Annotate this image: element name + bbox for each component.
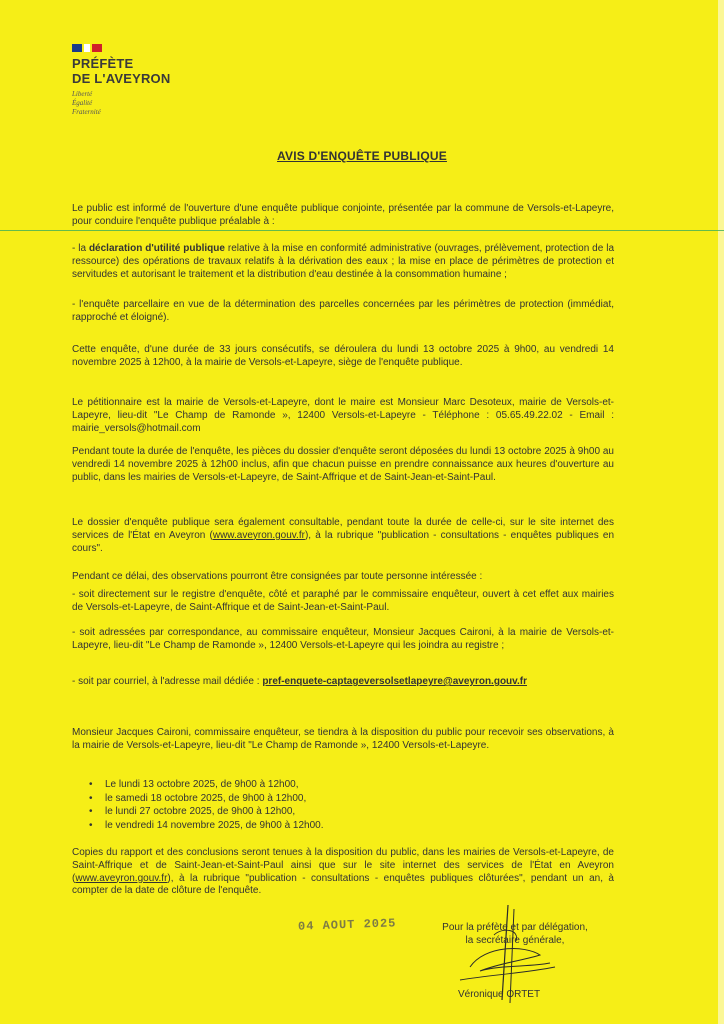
copies-paragraph: Copies du rapport et des conclusions seront tenues à la disposition du public, dans les mairies de Versols-et-Lapeyre, de Saint-Affrique et de Saint-Jean-et-Saint-Paul ainsi que sur le site internet des services de l'État en Aveyron (www.aveyron.gouv.fr), à la rubrique "publication - consultations - enquêtes publiques clôturées", pendant un an, à compter de la date de clôture de l'enquête. xyxy=(72,847,614,897)
parcellaire-paragraph: - l'enquête parcellaire en vue de la détermination des parcelles concernées par les périmètres de protection (immédiat, rapproché et éloigné). xyxy=(72,299,614,323)
list-item: • le lundi 27 octobre 2025, de 9h00 à 12h00, xyxy=(105,805,617,819)
motto-egalite: Égalité xyxy=(72,99,93,107)
dup-prefix: - la xyxy=(72,243,89,254)
marianne-flag-icon xyxy=(72,44,108,52)
aveyron-link[interactable]: www.aveyron.gouv.fr xyxy=(212,529,305,541)
aveyron-link-2[interactable]: www.aveyron.gouv.fr xyxy=(75,872,168,884)
list-item: • le samedi 18 octobre 2025, de 9h00 à 12h00, xyxy=(105,792,617,806)
duration-paragraph: Cette enquête, d'une durée de 33 jours consécutifs, se déroulera du lundi 13 octobre 2025 à 9h00, au vendredi 14 novembre 2025 à 12h00, à la mairie de Versols-et-Lapeyre, siège de l'enquête publique. xyxy=(72,344,614,368)
deposit-paragraph: Pendant toute la durée de l'enquête, les pièces du dossier d'enquête seront déposées du lundi 13 octobre 2025 à 9h00 au vendredi 14 novembre 2025 à 12h00 inclus, afin que chacun puisse en prendre connaissance aux heures d'ouverture au public, dans les mairies de Versols-et-Lapeyre, de Saint-Affrique et de Saint-Jean-et-Saint-Paul. xyxy=(72,446,614,483)
intro-paragraph: Le public est informé de l'ouverture d'une enquête publique conjointe, présentée par la commune de Versols-et-Lapeyre, pour conduire l'enquête publique préalable à : xyxy=(72,203,614,227)
motto-liberte: Liberté xyxy=(72,90,93,98)
logo-line-1: PRÉFÈTE xyxy=(72,56,134,71)
list-item: • le vendredi 14 novembre 2025, de 9h00 à 12h00. xyxy=(105,819,617,833)
dup-paragraph xyxy=(72,243,614,281)
signatory-name: Véronique ORTET xyxy=(458,989,541,1000)
list-item: • Le lundi 13 octobre 2025, de 9h00 à 12h00, xyxy=(105,778,617,792)
obs-register-paragraph: - soit directement sur le registre d'enquête, côté et paraphé par le commissaire enquêteur, ouvert à cet effet aux mairies de Versols-et-Lapeyre, de Saint-Affrique et de Saint-Jean-et-Saint-Paul. xyxy=(72,589,614,613)
logo-line-2: DE L'AVEYRON xyxy=(72,71,171,86)
signature-block xyxy=(420,921,610,947)
motto-fraternite: Fraternité xyxy=(72,108,101,116)
date-stamp: 04 AOUT 2025 xyxy=(297,916,397,934)
page-title: AVIS D'ENQUÊTE PUBLIQUE xyxy=(277,149,447,163)
petitioner-paragraph: Le pétitionnaire est la mairie de Versols-et-Lapeyre, dont le maire est Monsieur Marc Desoteux, mairie de Versols-et-Lapeyre, lieu-dit "Le Champ de Ramonde », 12400 Versols-et-Lapeyre - Téléphone : 05.65.49.22.02 - Email : mairie_versols@hotmail.com xyxy=(72,397,614,434)
permanence-dates xyxy=(75,778,617,832)
commissioner-paragraph: Monsieur Jacques Caironi, commissaire enquêteur, se tiendra à la disposition du public pour recevoir ses observations, à la mairie de Versols-et-Lapeyre, lieu-dit "Le Champ de Ramonde », 12400 Versols-et-Lapeyre. xyxy=(72,727,614,751)
enquete-email-link[interactable]: pref-enquete-captageversolsetlapeyre@aveyron.gouv.fr xyxy=(262,676,527,687)
obs-email-paragraph: - soit par courriel, à l'adresse mail dédiée : pref-enquete-captageversolsetlapeyre@aveyron.gouv.fr xyxy=(72,676,527,687)
republic-motto xyxy=(72,90,170,117)
prefecture-logo xyxy=(72,44,170,117)
scan-line xyxy=(0,230,724,231)
online-paragraph: Le dossier d'enquête publique sera également consultable, pendant toute la durée de celle-ci, sur le site internet des services de l'État en Aveyron (www.aveyron.gouv.fr), à la rubrique "publication - consultations - enquêtes publiques en cours". xyxy=(72,517,615,554)
dup-bold: déclaration d'utilité publique xyxy=(88,243,225,254)
dup-text: relative à la mise en conformité administrative (ouvrages, prélèvement, protection de la ressource) des opérations de travaux relatifs à la dérivation des eaux ; la mise en place de périmètres de protection et servitudes et autorisant le traitement et la distribution d'eau destinée à la consommation humaine ; xyxy=(72,243,615,280)
signature-line-1: Pour la préfète et par délégation, xyxy=(442,922,588,933)
obs-mail-paragraph: - soit adressées par correspondance, au commissaire enquêteur, Monsieur Jacques Caironi, à la mairie de Versols-et-Lapeyre, lieu-dit "Le Champ de Ramonde », 12400 Versols-et-Lapeyre qui les joindra au registre ; xyxy=(72,627,614,651)
signature-line-2: la secrétaire générale, xyxy=(465,935,565,946)
observations-intro: Pendant ce délai, des observations pourront être consignées par toute personne intéressée : xyxy=(72,571,483,582)
